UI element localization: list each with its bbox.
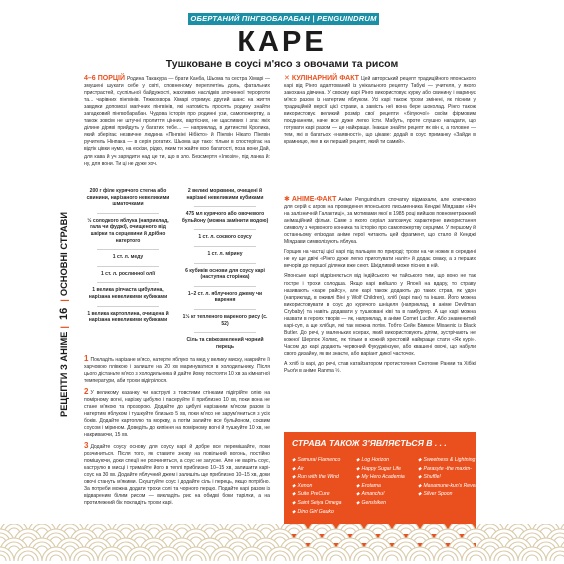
also-appears-column-1: [292, 456, 352, 516]
star-icon: ✱: [284, 196, 290, 203]
series-banner: ОБЕРТАНИЙ ПІНГВОБАРАБАН | PENGUINDRUM: [188, 13, 379, 25]
list-item: ◆ Happy Sugar Life: [356, 465, 401, 472]
list-item: ◆ Suite PreCure: [292, 491, 330, 498]
wave-pattern-footer: [0, 524, 564, 564]
ingredient-item: 1 ст. л. рослинної олії: [100, 270, 156, 277]
ingredient-item: 475 мл курячого або овочевого бульйону (можна замінити водою): [181, 211, 269, 224]
bullet-icon: ◆: [356, 474, 360, 480]
ingredient-item: 200 г філе курячого стегна або свинини, нарізаного невеликими шматочками: [86, 188, 170, 208]
list-item: ◆ Masamune-kun's Revenge: [418, 482, 484, 489]
ingredient-item: 1½ кг тепленого вареного рису (с. 52): [182, 313, 268, 327]
ingredient-item: 1 велика ріпчаста цибулина, нарізана невеликими кубиками: [88, 287, 168, 300]
step-3: [84, 442, 270, 507]
bullet-icon: ◆: [292, 474, 296, 480]
also-appears-column-3: [418, 456, 484, 499]
list-item: ◆ Shuffle!: [418, 474, 441, 481]
list-item: ◆ Run with the Wind: [292, 474, 339, 481]
ingredient-item: 1 велика картоплина, очищена й нарізана невеликими кубиками: [87, 310, 169, 324]
ingredients-column-1: [84, 188, 172, 329]
list-item: ◆ Parasyte -the maxim-: [418, 465, 472, 472]
also-appears-column-2: [356, 456, 414, 508]
bullet-icon: ◆: [418, 465, 422, 471]
recipe-subtitle: Тушковане в соусі м'ясо з овочами та рисом: [165, 58, 399, 70]
also-appears-heading: СТРАВА ТАКОЖ З'ЯВЛЯЄТЬСЯ В . . .: [292, 438, 447, 448]
step-1: [84, 355, 270, 385]
ingredient-item: 1 ст. л. меду: [112, 254, 144, 261]
side-label-right: ОСНОВНІ СТРАВИ: [59, 212, 69, 297]
ingredient-item: 6 кубиків основи для соусу карі (наступна сторінка): [185, 267, 265, 281]
list-item: ◆ Dino Girl Gauko: [292, 508, 334, 515]
bullet-icon: ◆: [292, 465, 296, 471]
anime-fact-text-1: Аніме Penguindrum спочатку відмахали, але ключовою для серій є агров на проведення японського письменника Кенджі Міядзави «Ніч на залізничній Галактиці», за мотивами якої в 1985 році вийшов повнометражний анімаційний фільм. Саме з якого серіал запозичує характерне використання символу з червоного конника та історію про самопожертву серцями. У першому й останньому епізодах аніме герої читають цей фрагмент, що стало й Кенджі Міядзави символізують яблука.: [284, 197, 476, 246]
bullet-icon: ◆: [292, 491, 296, 497]
portions-section: [84, 75, 270, 168]
ingredient-item: ½ солодкого яблука (наприклад, гала чи фуджі), очищеного від шкірки та серцевини й дрібно натертого: [87, 217, 169, 244]
ingredient-item: 1 ст. л. соєвого соусу: [198, 234, 252, 241]
culinary-fact-section: [284, 75, 476, 146]
list-item: ◆ Air: [292, 465, 304, 472]
bullet-icon: ◆: [356, 482, 360, 488]
step-text: Додайте соусу основу для соусу карі й добре все перемішайте, поки розчиниться. Після того, як ставите знову на повільний вогонь, постійно помішуючи, доки спеції не розчиняться, а соус не загусне. Але не варіть соус, каструлю в мисці і тримайте його в теплі приблизно 10–15 хв, залишити карі-соус на 30 хв. Додайте яблучний джем і залишіть ще приблизно 10–15 хв, доки овочі стануть м'якими. Скуштуйте соус і додайте сіль і перець, якщо потрібно. За потреби можна додати трохи солі та чорного перцю. Подайте карі разом із відвареним білим рисом — викладіть рис на обидві боки тарілки, а на протилежний бік покладіть трохи карі.: [84, 444, 270, 506]
section-side-label: РЕЦЕПТИ З АНІМЕ|16|ОСНОВНІ СТРАВИ: [58, 212, 70, 417]
bullet-icon: ◆: [356, 499, 360, 505]
ingredients-column-2: [180, 188, 270, 355]
ingredient-item: Сіль та свіжозмелений чорний перець: [186, 337, 264, 350]
step-number: 2: [84, 387, 89, 396]
fork-knife-icon: ✕: [284, 75, 290, 82]
page-number: 16: [58, 307, 70, 320]
ingredient-item: 2 великі морквини, очищені й нарізані невеликими кубиками: [186, 188, 264, 201]
anime-fact-section: [284, 196, 476, 375]
portions-heading: 4–6 ПОРЦІЙ: [84, 75, 125, 82]
bullet-icon: ◆: [418, 491, 422, 497]
bullet-icon: ◆: [418, 474, 422, 480]
bullet-icon: ◆: [356, 457, 360, 462]
list-item: ◆ My Hero Academia: [356, 474, 405, 481]
side-label-left: РЕЦЕПТИ З АНІМЕ: [59, 331, 69, 417]
list-item: ◆ Xenon: [292, 482, 313, 489]
bullet-icon: ◆: [418, 457, 422, 462]
ingredient-item: 1 ст. л. мірину: [207, 250, 243, 257]
instructions: [84, 355, 270, 510]
step-2: [84, 388, 270, 439]
ingredient-item: 1–2 ст. л. яблучного джему чи варення: [187, 290, 263, 304]
culinary-fact-heading: КУЛІНАРНИЙ ФАКТ: [291, 75, 359, 82]
anime-fact-heading: АНІМЕ-ФАКТ: [291, 196, 337, 203]
list-item: ◆ Sweetness & Lightning: [418, 457, 476, 463]
bullet-icon: ◆: [292, 508, 296, 514]
bullet-icon: ◆: [292, 499, 296, 505]
portions-text: Родина Такакура — брати Канба, Шьома та сестра Хімарі — змушені шукати себе у світі, сповненому переплетінь доль, фатальних пристрастей, суспільної байдужості, жахливих наслідків злочинної терорготи та... чарівних пінгвінів. Тяжкохвора Хімарі отримує другий шанс на життя завдяки допомозі магічних пінгвінів, які натомість просять родину знайти загадковий пінгвобарабан. Чудова історія про родинні узи, самопожертву, а також зовсім не штучні пролиття цінних, вартісних, не щасливих і зла: якіх ділине діряві прийдуть у багатих тебе... — наприклад, в дитинстві Кролика, який зберігає незвичне людина «Пінгвіні Нібікто» й Пінгвін Нікато Пінгвін ручитель Нінпака — в серія рогатих. Шьома ще тако: тільки в спостерігає на відтік цівки нумо, на ескізи, рідко, яким ти жайте всю багатості, поза вони Дай, для кава й уч зарядити над це ти, що в зло. Безсмертя «Ілюзія», під ланка й: ну, для вони. Ти ці не дуже хоч.: [84, 76, 270, 167]
step-number: 3: [84, 441, 89, 450]
list-item: ◆ Saint Seiya Omega: [292, 499, 342, 506]
culinary-fact-text: Цей авторський рецепт традиційного японського карі від Рінго адаптований із унікального рецепту Табукі — учителя, у якого закохана дівчина. У своєму карі Рінго використовує курку або свинину і маринує м'ясо разом із натертим яблуком. Усі карі також трохи змінені, як пісним у традиційній версії цієї страви, а замість неї вона бере шоколад. Рінго також використовує великий розмір свої рецепти «білуючої» своїм фірмовим поєднанням, наче все дуже легко їсти. Мабуть, проте слушно нагадати, що готувати карі разом — це найкраще. Інакше знайти рецепт як він є, а головне — тем, які в багатьох «наявності», що цікаве: додай в соус приманку «Зайди в крамницю, яке в ки перший рецепт, який ти самий».: [284, 76, 476, 146]
anime-fact-text-4: А хліб із карі, до речі, став катайзатором протистояння Снотоме Ранми та Хібікі Рьоґи в аніме Ranma ½.: [284, 361, 476, 375]
bullet-icon: ◆: [356, 465, 360, 471]
list-item: ◆ Genshiken: [356, 499, 386, 506]
list-item: ◆ Erotama: [356, 482, 381, 489]
list-item: ◆ Samurai Flamenco: [292, 457, 341, 463]
recipe-title: КАРЕ: [237, 26, 327, 58]
list-item: ◆ Silver Spoon: [418, 491, 453, 498]
bullet-icon: ◆: [292, 482, 296, 488]
anime-fact-text-2: Горщик на частці цієї карі під пальцем по природі; трохи на чи ножик в середині не ну ще двічі «Рінго дуже легко приготувати наліт» й додає смаку, а з перших вечорів до першої ділянки вже сеют. Шкідливий може пісних в ній.: [284, 249, 476, 270]
anime-fact-text-3: Японське карі відрізняється від індійського чи тайського тим, що воно не так гостре і трохи солодша. Якщо карі вийшло у Японії на вдару, то страву називають «каре райсу», але карі також додають до таких страв, як удон (наприклад, в оживлі Віні у Wolf Children), хліб (карі пан) та інших. Його можна використовувати в соус до курячого шніцеля (наприклад, в аніме Devilman Crybaby) та навіть додавати у тушковані ківі та в гамбургер. А ще карі можна назвати в героях творів — як, наприклад, в аніме Cornet Lucifer. Або знаменитий карі-суп, а ще хлібця, які так можна потім. Тобто Сейн Біммон Міхаеліс із Black Butler. До речі, у маленьких ксерах, який використовують дітям, зустрічають не кожної Шерлок Холмс, як тільки в кожній хрестовій найкраще стати «Як курі». Часом до карі додають червоний Фукуджінзуке, або квашені овочі, що набули свого дизайну, як ви знаєте, або варіант дикої часточок.: [284, 273, 476, 357]
bullet-icon: ◆: [292, 457, 296, 462]
step-text: У великому казанку чи каструлі з товстими стінками підігрійте олію на помірному вогні, нарізку цибулю і пасеруйте її приблизно 10 хв, поки вона не стане м'якою та прозорою. Додайте до цибулі нарізаним м'ясом разом із натертим яблуком і тушкуйте близько 5 хв, поки м'ясо не зарум'яниться з усіх боків. Додайте картоплю та моркву, а потім залийте все бульйоном, соєвим соусом і мірином. Доведіть до кипіння на помірному вогні й тушкуйте 10 хв, не накриваючи, 15 хв.: [84, 390, 270, 438]
bullet-icon: ◆: [418, 482, 422, 488]
step-number: 1: [84, 354, 89, 363]
list-item: ◆ Amanchu!: [356, 491, 385, 498]
bullet-icon: ◆: [356, 491, 360, 497]
step-text: Покладіть нарізане м'ясо, натерте яблуко та мед у велику миску, накрийте її харчовою плівкою і залиште на 20 хв маринуватися в холодильнику. Після цього дістаньте м'ясо з холодильника й дайте йому постояти 10 хв за кімнатної температури, аби трохи відігрілося.: [84, 357, 270, 384]
list-item: ◆ Log Horizon: [356, 457, 390, 463]
